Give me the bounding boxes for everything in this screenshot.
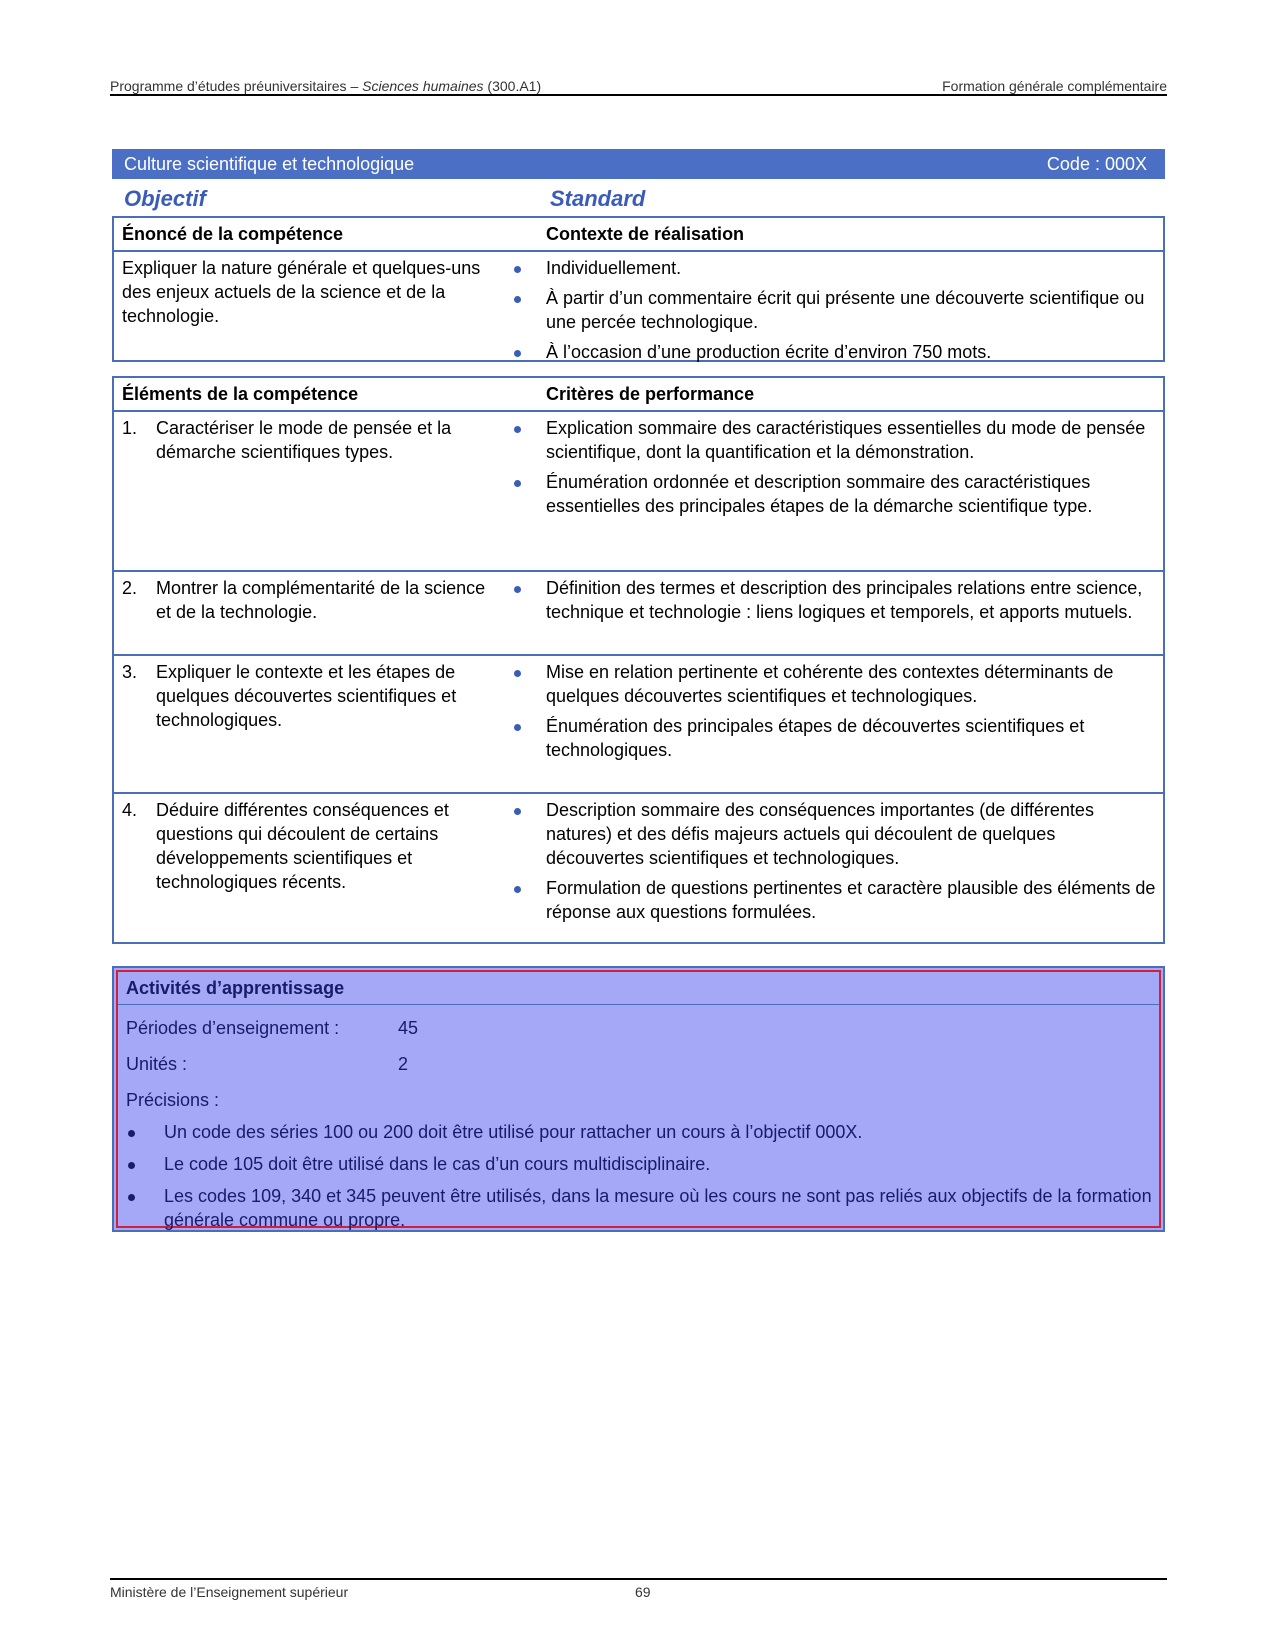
element-number: 1. <box>122 418 138 438</box>
precisions-label: Précisions : <box>126 1090 220 1110</box>
elements-header-row <box>114 378 1163 412</box>
critere-item: Énumération des principales étapes de découvertes scientifiques et technologiques. <box>510 714 1156 762</box>
objectif-label: Objectif <box>124 186 206 211</box>
header-program-italic: Sciences humaines <box>362 78 484 94</box>
critere-item: Définition des termes et description des principales relations entre science, technique et technologie : liens logiques et temporels, et apports mutuels. <box>510 576 1156 624</box>
element-text: Déduire différentes conséquences et questions qui découlent de certains développements scientifiques et technologiques récents. <box>156 800 449 892</box>
page-number: 69 <box>635 1584 651 1600</box>
element-text: Caractériser le mode de pensée et la démarche scientifiques types. <box>156 418 452 462</box>
unites-value: 2 <box>398 1054 409 1074</box>
course-title-bar <box>112 149 1165 179</box>
contexte-item: Individuellement. <box>510 256 1156 280</box>
element-row-2 <box>114 572 1163 656</box>
contexte-header: Contexte de réalisation <box>546 224 745 244</box>
precision-item: Un code des séries 100 ou 200 doit être utilisé pour rattacher un cours à l’objectif 000X. <box>126 1120 1156 1144</box>
contexte-item: À partir d’un commentaire écrit qui présente une découverte scientifique ou une percée technologique. <box>510 286 1156 334</box>
element-number: 3. <box>122 662 138 682</box>
page-footer <box>110 1578 1167 1600</box>
element-row-4 <box>114 794 1163 950</box>
element-number: 4. <box>122 800 138 820</box>
elements-table <box>112 376 1165 944</box>
activites-panel <box>116 970 1161 1228</box>
critere-item: Énumération ordonnée et description sommaire des caractéristiques essentielles des principales étapes de la démarche scientifique type. <box>510 470 1156 518</box>
periodes-value: 45 <box>398 1018 419 1038</box>
element-number: 2. <box>122 578 138 598</box>
precisions-list <box>126 1120 1156 1240</box>
critere-item: Description sommaire des conséquences importantes (de différentes natures) et des défis majeurs actuels qui découlent de quelques découvertes scientifiques et technologiques. <box>510 798 1156 870</box>
element-row-3 <box>114 656 1163 794</box>
contexte-item: À l’occasion d’une production écrite d’environ 750 mots. <box>510 340 1156 364</box>
critere-item: Formulation de questions pertinentes et caractère plausible des éléments de réponse aux questions formulées. <box>510 876 1156 924</box>
element-text: Montrer la complémentarité de la science et de la technologie. <box>156 578 486 622</box>
critere-item: Explication sommaire des caractéristiques essentielles du mode de pensée scientifique, dont la quantification et la démonstration. <box>510 416 1156 464</box>
objective-standard-bar <box>112 184 1165 214</box>
footer-ministry: Ministère de l’Enseignement supérieur <box>110 1584 349 1600</box>
criteres-header: Critères de performance <box>546 384 755 404</box>
enonce-header: Énoncé de la compétence <box>122 224 344 244</box>
course-title: Culture scientifique et technologique <box>124 153 415 174</box>
header-program: Programme d’études préuniversitaires – Sciences humaines (300.A1) <box>110 78 542 94</box>
competence-table <box>112 216 1165 362</box>
element-row-1 <box>114 412 1163 572</box>
competence-header-row <box>114 218 1163 252</box>
enonce-text: Expliquer la nature générale et quelques-uns des enjeux actuels de la science et de la technologie. <box>122 258 481 326</box>
critere-item: Mise en relation pertinente et cohérente des contextes déterminants de quelques découvertes scientifiques et technologiques. <box>510 660 1156 708</box>
activites-header: Activités d’apprentissage <box>118 972 1159 1005</box>
contexte-list <box>546 256 1156 370</box>
competence-body-row <box>114 252 1163 362</box>
elements-header: Éléments de la compétence <box>122 384 359 404</box>
periodes-label: Périodes d’enseignement : <box>126 1018 340 1038</box>
course-code: Code : 000X <box>1046 153 1147 174</box>
standard-label: Standard <box>550 186 646 211</box>
page-header <box>110 76 1167 96</box>
header-section: Formation générale complémentaire <box>942 78 1167 94</box>
element-text: Expliquer le contexte et les étapes de quelques découvertes scientifiques et technologiques. <box>156 662 457 730</box>
precision-item: Les codes 109, 340 et 345 peuvent être utilisés, dans la mesure où les cours ne sont pas reliés aux objectifs de la formation générale commune ou propre. <box>126 1184 1156 1232</box>
unites-label: Unités : <box>126 1054 188 1074</box>
precision-item: Le code 105 doit être utilisé dans le cas d’un cours multidisciplinaire. <box>126 1152 1156 1176</box>
